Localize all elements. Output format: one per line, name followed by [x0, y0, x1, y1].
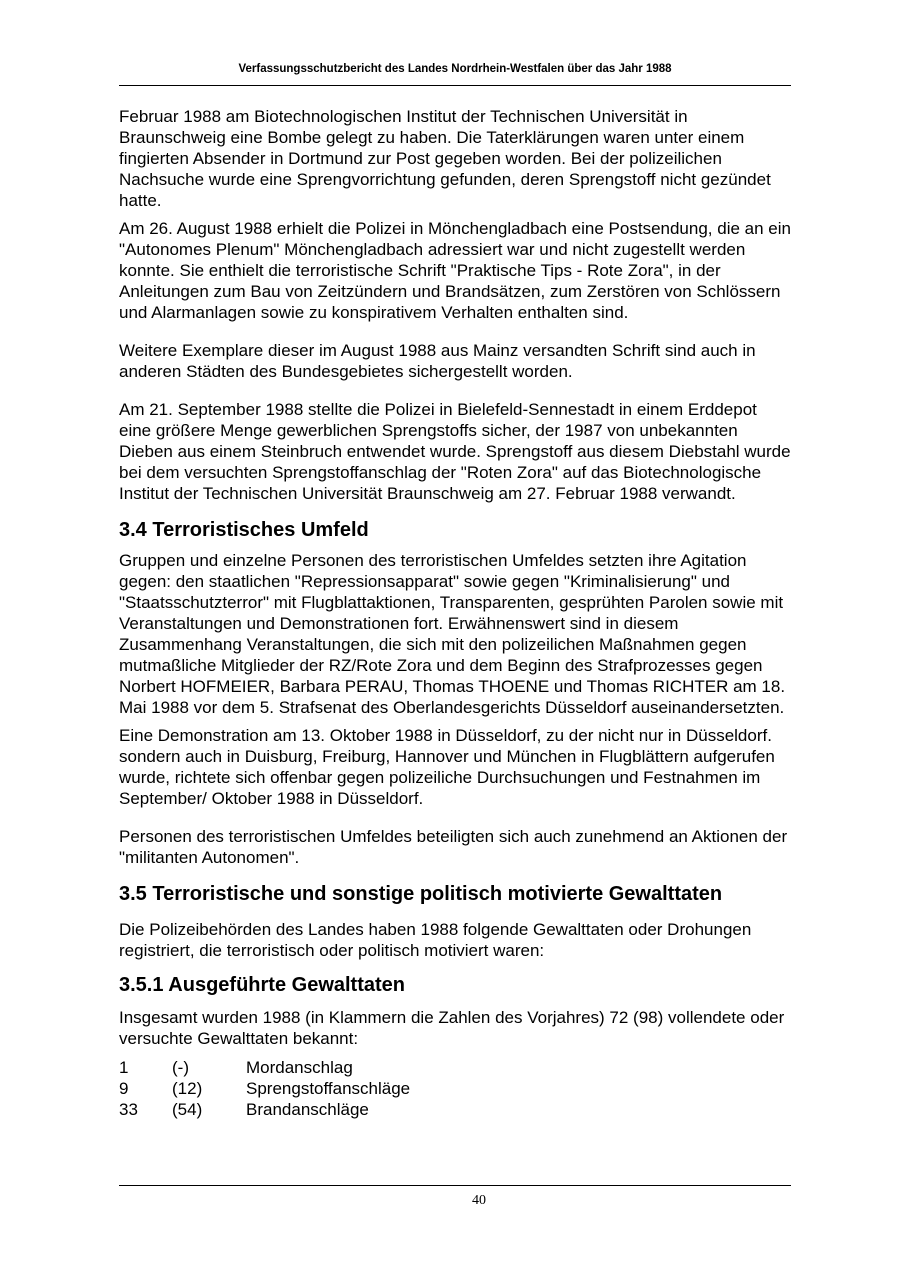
- offense-label: Brandanschläge: [246, 1100, 369, 1119]
- paragraph: Am 26. August 1988 erhielt die Polizei in Mönchengladbach eine Postsendung, die an ein "Autonomes Plenum" Mönchengladbach adressiert war und nicht zugestellt werden konnte. Sie enthielt die terroristische Schrift "Praktische Tips - Rote Zora", in der Anleitungen zum Bau von Zeitzündern und Brandsätzen, zum Zerstören von Schlössern und Alarmanlagen sowie zu konspirativem Verhalten enthalten sind.: [119, 219, 791, 322]
- paragraph: Insgesamt wurden 1988 (in Klammern die Zahlen des Vorjahres) 72 (98) vollendete oder versuchte Gewalttaten bekannt:: [119, 1008, 785, 1048]
- section-heading-3-5-1: 3.5.1 Ausgeführte Gewalttaten: [119, 974, 405, 996]
- section-heading-3-5: 3.5 Terroristische und sonstige politisch motivierte Gewalttaten: [119, 883, 723, 905]
- footer-rule: [119, 1185, 791, 1186]
- paragraph: Februar 1988 am Biotechnologischen Institut der Technischen Universität in Braunschweig eine Bombe gelegt zu haben. Die Taterklärungen waren unter einem fingierten Absender in Dortmund zur Post gegeben worden. Bei der polizeilichen Nachsuche wurde eine Sprengvorrichtung gefunden, deren Sprengstoff nicht gezündet hatte.: [119, 107, 771, 210]
- list-item: [119, 1078, 791, 1099]
- offense-label: Sprengstoffanschläge: [246, 1079, 411, 1098]
- offense-list: [119, 1057, 791, 1120]
- paragraph: Eine Demonstration am 13. Oktober 1988 in Düsseldorf, zu der nicht nur in Düsseldorf. sondern auch in Duisburg, Freiburg, Hannover und München in Flugblättern aufgerufen wurde, richtete sich offenbar gegen polizeiliche Durchsuchungen und Festnahmen im September/ Oktober 1988 in Düsseldorf.: [119, 726, 775, 808]
- list-item: [119, 1099, 791, 1120]
- offense-label: Mordanschlag: [246, 1058, 353, 1077]
- running-header: Verfassungsschutzbericht des Landes Nordrhein-Westfalen über das Jahr 1988: [238, 63, 672, 75]
- section-heading-3-4: 3.4 Terroristisches Umfeld: [119, 519, 369, 541]
- page-number: 40: [472, 1193, 486, 1208]
- paragraph: Weitere Exemplare dieser im August 1988 aus Mainz versandten Schrift sind auch in anderen Städten des Bundesgebietes sichergestellt worden.: [119, 341, 756, 381]
- previous-year-value: (54): [172, 1100, 203, 1119]
- paragraph: Am 21. September 1988 stellte die Polizei in Bielefeld-Sennestadt in einem Erddepot eine größere Menge gewerblichen Sprengstoffs sicher, der 1987 von unbekannten Dieben aus einem Steinbruch entwendet wurde. Sprengstoff aus diesem Diebstahl wurde bei dem versuchten Sprengstoffanschlag der "Roten Zora" auf das Biotechnologische Institut der Technischen Universität Braunschweig am 27. Februar 1988 verwandt.: [119, 400, 791, 503]
- count-value: 33: [119, 1100, 138, 1119]
- count-value: 1: [119, 1058, 129, 1077]
- header-rule: [119, 85, 791, 86]
- previous-year-value: (12): [172, 1079, 203, 1098]
- previous-year-value: (-): [172, 1058, 189, 1077]
- paragraph: Personen des terroristischen Umfeldes beteiligten sich auch zunehmend an Aktionen der "militanten Autonomen".: [119, 827, 788, 867]
- page-body: [119, 106, 791, 1120]
- paragraph: Die Polizeibehörden des Landes haben 1988 folgende Gewalttaten oder Drohungen registriert, die terroristisch oder politisch motiviert waren:: [119, 920, 752, 960]
- paragraph: Gruppen und einzelne Personen des terroristischen Umfeldes setzten ihre Agitation gegen: den staatlichen "Repressionsapparat" sowie gegen "Kriminalisierung" und "Staatsschutzterror" mit Flugblattaktionen, Transparenten, gesprühten Parolen sowie mit Veranstaltungen und Demonstrationen fort. Erwähnenswert sind in diesem Zusammenhang Veranstaltungen, die sich mit den polizeilichen Maßnahmen gegen mutmaßliche Mitglieder der RZ/Rote Zora und dem Beginn des Strafprozesses gegen Norbert HOFMEIER, Barbara PERAU, Thomas THOENE und Thomas RICHTER am 18. Mai 1988 vor dem 5. Strafsenat des Oberlandesgerichts Düsseldorf auseinandersetzten.: [119, 551, 786, 717]
- count-value: 9: [119, 1079, 129, 1098]
- list-item: [119, 1057, 791, 1078]
